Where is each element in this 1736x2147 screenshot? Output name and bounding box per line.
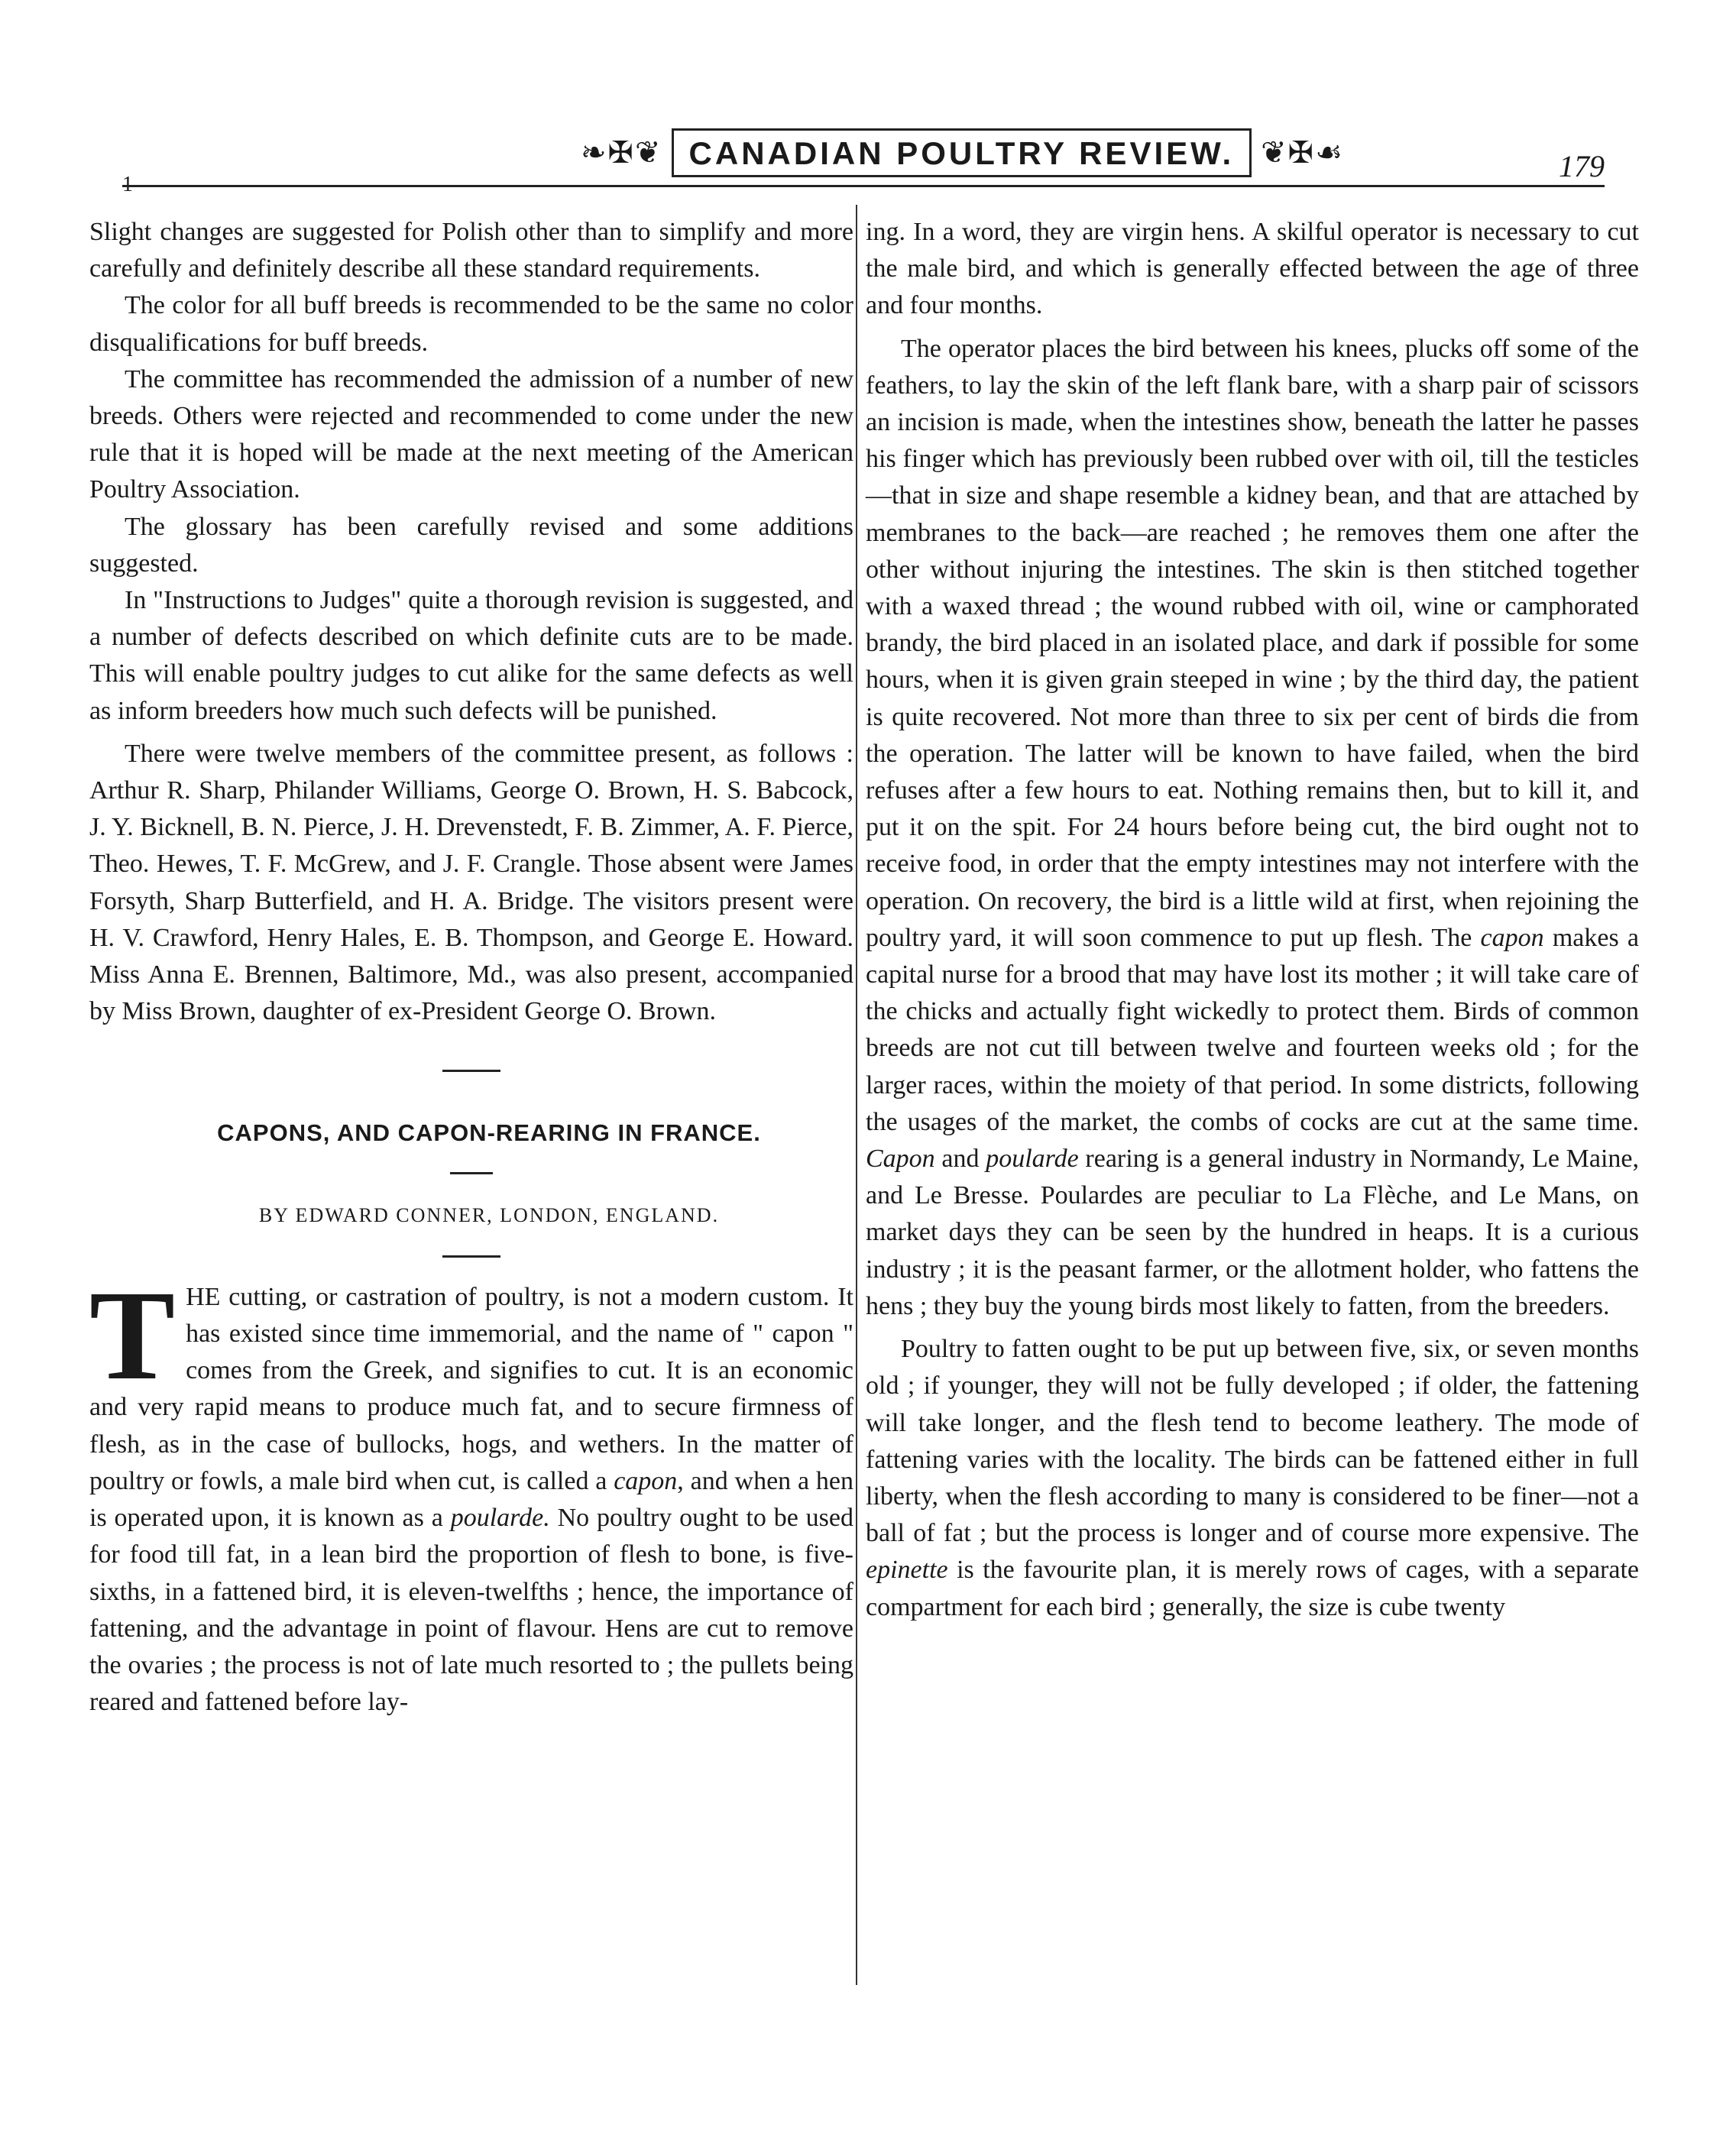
paragraph: [866, 1331, 1639, 1626]
italic-term: epinette: [866, 1556, 948, 1585]
paragraph: The color for all buff breeds is recommended to be the same no color disqualifications for buff breeds.: [89, 291, 853, 357]
ornament-right-icon: ❦✠☙: [1261, 135, 1345, 170]
journal-title: CANADIAN POULTRY REVIEW.: [672, 128, 1252, 177]
byline: BY EDWARD CONNER, LONDON, ENGLAND.: [258, 1203, 720, 1226]
left-column: [89, 214, 853, 1721]
italic-term: poularde: [986, 1145, 1079, 1174]
text-run: is the favourite plan, it is merely rows of cages, with a separate compartment for each bird ; generally, the size is cube twenty: [866, 1556, 1639, 1621]
right-column: [866, 214, 1639, 1626]
paragraph: Slight changes are suggested for Polish other than to simplify and more carefully and definitely describe all these standard requirements.: [89, 218, 853, 283]
text-run: rearing is a general industry in Normandy, Le Maine, and Le Bresse. Poulardes are peculiar to La Flèche, and Le Mans, on market days they can be seen by the hundred in heaps. It is a curious industry ; it is the peasant farmer, or the allotment holder, who fattens the hens ; they buy the young birds most likely to fatten, from the breeders.: [866, 1145, 1639, 1320]
text-run: HE cutting, or castration of poultry, is not a modern custom. It has existed since time immemorial, and the name of " capon " comes from the Greek, and signifies to cut. It is an economic and very rapid means to produce much fat, and to secure firmness of flesh, as in the case of bullocks, hogs, and wethers. In the matter of poultry or fowls, a male bird when cut, is called a: [89, 1282, 853, 1495]
page-number: 179: [1559, 149, 1605, 183]
italic-term: Capon: [866, 1145, 935, 1174]
article-title: CAPONS, AND CAPON-REARING IN FRANCE.: [217, 1119, 761, 1147]
column-divider: [856, 205, 857, 1985]
text-run: The operator places the bird between his knees, plucks off some of the feathers, to lay the skin of the left flank bare, with a sharp pair of scissors an incision is made, when the intestines show, beneath the latter he passes his finger which has previously been rubbed over with oil, till the testicles—that in size and shape resemble a kidney bean, and that are attached by membranes to the back—are reached ; he removes them one after the other without injuring the intestines. The skin is then stitched together with a waxed thread ; the wound rubbed with oil, wine or camphorated brandy, the bird placed in an isolated place, and dark if possible for some hours, when it is given grain steeped in wine ; by the third day, the patient is quite recovered. Not more than three to six per cent of birds die from the operation. The latter will be known to have failed, when the bird refuses after a few hours to eat. Nothing remains then, but to kill it, and put it on the spit. For 24 hours before being cut, the bird ought not to receive food, in order that the empty intestines may not interfere with the operation. On recovery, the bird is a little wild at first, when rejoining the poultry yard, it will soon commence to put up flesh. The: [866, 334, 1639, 952]
italic-term: capon: [614, 1466, 678, 1495]
italic-term: capon: [1480, 923, 1544, 952]
paragraph: The committee has recommended the admission of a number of new breeds. Others were rejected and recommended to come under the new rule that it is hoped will be made at the next meeting of the American Poultry Association.: [89, 364, 853, 504]
text-run: Poultry to fatten ought to be put up between five, six, or seven months old ; if younger, they will not be fully developed ; if older, the fattening will take longer, and the flesh tend to become leathery. The mode of fattening varies with the locality. The birds can be fattened either in full liberty, when the flesh according to many is considered to be finer—not a ball of fat ; but the process is longer and of course more expensive. The: [866, 1335, 1639, 1548]
ornament-left-icon: ❧✠❦: [581, 135, 662, 170]
drop-cap: T: [89, 1264, 176, 1407]
title-wrap: [581, 122, 1344, 183]
header-rule: [122, 185, 1605, 187]
masthead: [92, 115, 1635, 199]
paragraph: There were twelve members of the committee present, as follows : Arthur R. Sharp, Philander Williams, George O. Brown, H. S. Babcock, J. Y. Bicknell, B. N. Pierce, J. H. Drevenstedt, F. B. Zimmer, A. F. Pierce, Theo. Hewes, T. F. McGrew, and J. F. Crangle. Those absent were James Forsyth, Sharp Butterfield, and H. A. Bridge. The visitors present were H. V. Crawford, Henry Hales, E. B. Thompson, and George E. Howard. Miss Anna E. Brennen, Baltimore, Md., was also present, accompanied by Miss Brown, daughter of ex-President George O. Brown.: [89, 739, 853, 1026]
article-opening-paragraph: [89, 1264, 854, 1721]
paragraph: ing. In a word, they are virgin hens. A skilful operator is necessary to cut the male bird, and which is generally effected between the age of three and four months.: [866, 218, 1639, 320]
lead-mark: 1: [122, 173, 133, 196]
paragraph: The glossary has been carefully revised and some additions suggested.: [89, 512, 853, 578]
paragraph: [866, 331, 1639, 1325]
text-run: makes a capital nurse for a brood that may have lost its mother ; it will take care of the chicks and actually fight wickedly to protect them. Birds of common breeds are not cut till between twelve and fourteen weeks old ; for the larger races, within the moiety of that period. In some districts, following the usages of the market, the combs of cocks are cut at the same time.: [866, 923, 1639, 1136]
text-run: , and when a hen is operated upon, it is known as a: [89, 1466, 854, 1533]
italic-term: poularde.: [450, 1504, 550, 1533]
paragraph: In "Instructions to Judges" quite a thorough revision is suggested, and a number of defects described on which definite cuts are to be made. This will enable poultry judges to cut alike for the same defects as well as inform breeders how much such defects will be punished.: [89, 586, 853, 725]
text-run: and: [934, 1145, 986, 1174]
text-run: No poultry ought to be used for food till fat, in a lean bird the proportion of flesh to bone, is five-sixths, in a fattened bird, it is eleven-twelfths ; hence, the importance of fattening, and the advantage in point of flavour. Hens are cut to remove the ovaries ; the process is not of late much resorted to ; the pullets being reared and fattened before lay-: [89, 1504, 853, 1717]
